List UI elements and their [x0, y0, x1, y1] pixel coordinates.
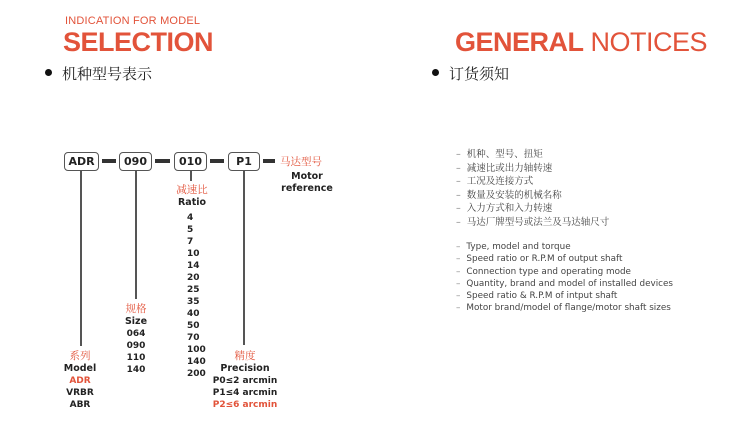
general-title-bold: GENERAL — [455, 27, 584, 57]
notice-text: 减速比或出力轴转速 — [466, 162, 553, 174]
notice-text: Speed ratio & R.P.M of intput shaft — [466, 291, 618, 302]
ratio-value: 140 — [187, 357, 206, 367]
notice-text: Speed ratio or R.P.M of output shaft — [466, 254, 623, 265]
notice-item — [456, 278, 673, 290]
precision-value: P0≤2 arcmin — [212, 376, 278, 386]
list-dash: – — [456, 176, 461, 187]
notice-item — [456, 266, 673, 278]
notice-text: 数量及安装的机械名称 — [466, 189, 562, 201]
selection-title: SELECTION — [63, 27, 214, 57]
ratio-value: 50 — [187, 321, 200, 331]
selection-bullet — [45, 63, 152, 84]
general-notices-title — [455, 27, 707, 58]
eyebrow-text: INDICATION FOR MODEL — [65, 15, 201, 27]
list-dash: – — [456, 291, 461, 302]
ratio-column — [170, 184, 214, 380]
notice-text: Connection type and operating mode — [466, 266, 631, 277]
code-box-ratio: 010 — [174, 152, 207, 171]
notices-en-list — [456, 241, 673, 315]
notice-item — [456, 253, 673, 265]
ratio-value: 14 — [187, 261, 200, 271]
size-value: 140 — [126, 365, 146, 375]
list-dash: – — [456, 242, 461, 252]
list-dash: – — [456, 149, 461, 160]
general-title-thin: NOTICES — [583, 27, 708, 57]
precision-column — [212, 350, 278, 411]
list-dash: – — [456, 303, 461, 314]
notice-item — [456, 216, 609, 230]
precision-label-en: Precision — [220, 363, 270, 374]
ratio-value: 10 — [187, 249, 200, 259]
notices-cn-list — [456, 148, 609, 229]
code-dash — [102, 159, 116, 163]
motor-label-en-2: reference — [281, 183, 333, 194]
model-label-en: Model — [63, 363, 97, 374]
notice-text: 马达厂牌型号或法兰及马达轴尺寸 — [466, 216, 610, 228]
notice-item — [456, 148, 609, 162]
model-value: ADR — [69, 376, 91, 386]
bullet-dot-icon — [432, 69, 439, 76]
ratio-value: 20 — [187, 273, 200, 283]
ratio-value: 4 — [187, 213, 194, 223]
notices-bullet — [432, 63, 509, 84]
size-value: 110 — [126, 353, 146, 363]
connector-size — [135, 171, 137, 299]
list-dash: – — [456, 162, 461, 174]
notice-item — [456, 202, 609, 216]
model-value: ABR — [69, 400, 91, 410]
code-box-size: 090 — [119, 152, 152, 171]
list-dash: – — [456, 254, 461, 265]
connector-ratio — [190, 171, 192, 181]
list-dash: – — [456, 203, 461, 214]
code-box-model: ADR — [64, 152, 99, 171]
code-box-precision: P1 — [228, 152, 260, 171]
bullet-dot-icon — [45, 69, 52, 76]
connector-precision — [243, 171, 245, 345]
ratio-label-cn: 减速比 — [176, 184, 208, 196]
notices-bullet-text: 订货须知 — [449, 65, 510, 83]
motor-label-cn: 马达型号 — [280, 156, 322, 168]
code-dash — [155, 159, 170, 163]
ratio-value: 70 — [187, 333, 200, 343]
motor-label-en-1: Motor — [291, 171, 323, 182]
motor-label-en — [278, 171, 336, 195]
model-column — [60, 350, 100, 411]
list-dash: – — [456, 278, 461, 289]
notice-text: 入力方式和入力转速 — [466, 203, 553, 214]
list-dash: – — [456, 266, 461, 277]
notice-text: 工况及连接方式 — [466, 176, 534, 187]
ratio-label-en: Ratio — [177, 197, 207, 208]
ratio-value: 5 — [187, 225, 194, 235]
notice-item — [456, 175, 609, 189]
list-dash: – — [456, 189, 461, 201]
precision-value: P2≤6 arcmin — [212, 400, 278, 410]
notice-item — [456, 302, 673, 314]
notice-item — [456, 189, 609, 203]
size-value: 064 — [126, 329, 146, 339]
size-label-en: Size — [124, 316, 148, 327]
code-dash — [263, 159, 275, 163]
code-dash — [210, 159, 224, 163]
notice-text: Type, model and torque — [466, 242, 571, 252]
connector-model — [80, 171, 82, 346]
selection-bullet-text: 机种型号表示 — [62, 65, 153, 83]
notice-item — [456, 290, 673, 302]
model-value: VRBR — [66, 388, 94, 398]
ratio-value: 200 — [187, 369, 206, 379]
ratio-value: 25 — [187, 285, 200, 295]
notice-text: 机种、型号、扭矩 — [466, 149, 543, 160]
notice-item — [456, 241, 673, 253]
ratio-value: 100 — [187, 345, 206, 355]
precision-value: P1≤4 arcmin — [212, 388, 278, 398]
ratio-value: 35 — [187, 297, 200, 307]
notice-text: Quantity, brand and model of installed devices — [466, 278, 673, 289]
size-label-cn: 规格 — [125, 303, 147, 315]
size-value: 090 — [126, 341, 146, 351]
precision-label-cn: 精度 — [234, 350, 256, 362]
ratio-value: 40 — [187, 309, 200, 319]
list-dash: – — [456, 216, 461, 228]
size-column — [118, 303, 154, 376]
notice-text: Motor brand/model of flange/motor shaft sizes — [466, 303, 671, 314]
ratio-value: 7 — [187, 237, 194, 247]
model-label-cn: 系列 — [69, 350, 91, 362]
notice-item — [456, 162, 609, 176]
